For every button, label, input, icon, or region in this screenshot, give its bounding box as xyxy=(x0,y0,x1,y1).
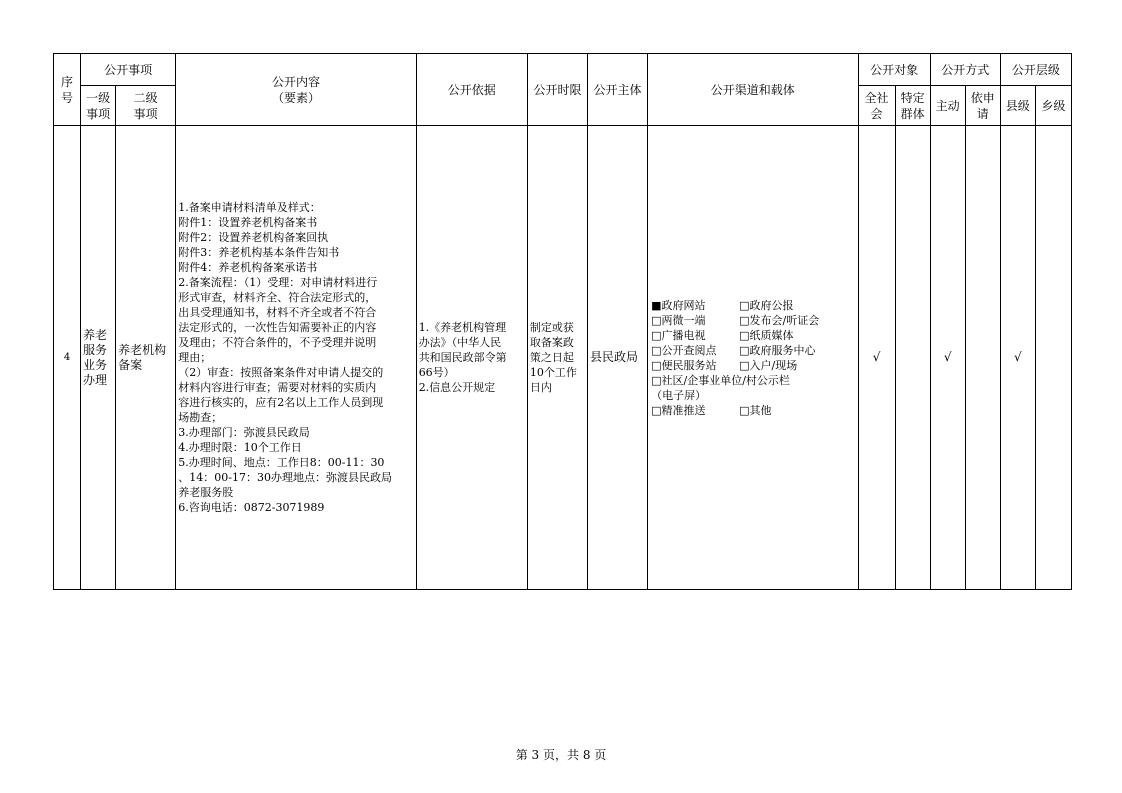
header-time-limit: 公开时限 xyxy=(527,54,587,126)
channel-item: □发布会/听证会 xyxy=(739,313,820,327)
content-line: 出具受理通知书，材料不齐全或者不符合 xyxy=(178,306,377,319)
channel-item: □纸质媒体 xyxy=(739,328,794,342)
content-line: 附件4：养老机构备案承诺书 xyxy=(178,261,318,274)
row-level-county: √ xyxy=(1000,126,1035,590)
channel-row xyxy=(651,373,857,388)
basis-line: 办法》（中华人民 xyxy=(418,336,502,349)
content-line: 6.咨询电话：0872-3071989 xyxy=(178,501,325,514)
content-line: 法定形式的，一次性告知需要补正的内容 xyxy=(178,321,377,334)
basis-line: 2.信息公开规定 xyxy=(418,381,496,394)
row-target-specific xyxy=(895,126,930,590)
channel-row xyxy=(651,328,857,343)
header-method-apply: 依申请 xyxy=(965,86,1000,126)
channel-item: □公开查阅点 xyxy=(651,343,717,357)
header-content xyxy=(176,54,416,126)
row-method-apply xyxy=(965,126,1000,590)
header-row-1 xyxy=(54,54,1072,86)
row-level1: 养老服务业务办理 xyxy=(81,126,116,590)
channel-row xyxy=(651,388,857,403)
row-content xyxy=(176,126,416,590)
channel-item: □两微一端 xyxy=(651,313,706,327)
row-method-active: √ xyxy=(930,126,965,590)
time-limit-line: 10个工作 xyxy=(529,366,577,379)
content-line: 、14：00-17：30办理地点：弥渡县民政局 xyxy=(178,471,392,484)
header-content-subtitle: （要素） xyxy=(271,90,320,105)
header-level2: 二级事项 xyxy=(116,86,176,126)
content-line: 附件2：设置养老机构备案回执 xyxy=(178,231,329,244)
row-subject: 县民政局 xyxy=(588,126,648,590)
header-method: 公开方式 xyxy=(930,54,1000,86)
content-line: 形式审查，材料齐全、符合法定形式的， xyxy=(178,291,377,304)
content-line: 2.备案流程：（1）受理：对申请材料进行 xyxy=(178,276,378,289)
header-seq: 序号 xyxy=(54,54,81,126)
header-level-county: 县级 xyxy=(1000,86,1035,126)
page-footer: 第 3 页，共 8 页 xyxy=(515,748,607,762)
channel-row xyxy=(651,343,857,358)
time-limit-line: 取备案政 xyxy=(529,336,574,349)
channel-row xyxy=(651,403,857,418)
header-level: 公开层级 xyxy=(1000,54,1071,86)
row-target-all: √ xyxy=(858,126,895,590)
row-level-township xyxy=(1035,126,1071,590)
channel-row xyxy=(651,313,857,328)
row-channel xyxy=(648,126,858,590)
channel-row xyxy=(651,298,857,313)
content-line: （2）审查：按照备案条件对申请人提交的 xyxy=(178,366,384,379)
content-line: 附件3：养老机构基本条件告知书 xyxy=(178,246,340,259)
row-seq: 4 xyxy=(54,126,81,590)
channel-item: □政府服务中心 xyxy=(739,343,816,357)
header-basis: 公开依据 xyxy=(416,54,527,126)
header-target: 公开对象 xyxy=(858,54,930,86)
header-subject: 公开主体 xyxy=(588,54,648,126)
channel-item: □社区/企事业单位/村公示栏 xyxy=(651,373,790,387)
time-limit-line: 日内 xyxy=(529,381,552,394)
basis-line: 66号） xyxy=(418,366,455,379)
row-level2: 养老机构备案 xyxy=(116,126,176,590)
content-line: 理由； xyxy=(178,351,212,364)
content-line: 3.办理部门：弥渡县民政局 xyxy=(178,426,310,439)
channel-item: （电子屏） xyxy=(651,388,707,402)
basis-line: 共和国民政部令第 xyxy=(418,351,507,364)
content-line: 5.办理时间、地点：工作日8：00-11：30 xyxy=(178,456,385,469)
header-channel: 公开渠道和载体 xyxy=(648,54,858,126)
channel-item: □广播电视 xyxy=(651,328,706,342)
channel-item: ■政府网站 xyxy=(651,298,706,312)
table-row xyxy=(54,126,1072,590)
row-basis xyxy=(416,126,527,590)
basis-line: 1.《养老机构管理 xyxy=(418,321,507,334)
channel-item: □便民服务站 xyxy=(651,358,717,372)
row-time-limit xyxy=(527,126,587,590)
content-line: 场勘查； xyxy=(178,411,223,424)
channel-item: □其他 xyxy=(739,403,772,417)
header-level-township: 乡级 xyxy=(1035,86,1071,126)
channel-item: □入户/现场 xyxy=(739,358,798,372)
header-content-title: 公开内容 xyxy=(271,74,320,89)
content-line: 及理由；不符合条件的，不予受理并说明 xyxy=(178,336,377,349)
header-method-active: 主动 xyxy=(930,86,965,126)
content-line: 材料内容进行审查；需要对材料的实质内 xyxy=(178,381,377,394)
disclosure-table xyxy=(53,53,1072,590)
header-matter: 公开事项 xyxy=(81,54,176,86)
channel-item: □精准推送 xyxy=(651,403,706,417)
content-line: 容进行核实的，应有2名以上工作人员到现 xyxy=(178,396,384,409)
content-line: 1.备案申请材料清单及样式： xyxy=(178,201,321,214)
header-level1: 一级事项 xyxy=(81,86,116,126)
content-line: 4.办理时限：10个工作日 xyxy=(178,441,302,454)
channel-item: □政府公报 xyxy=(739,298,794,312)
header-target-all: 全社会 xyxy=(858,86,895,126)
content-line: 附件1：设置养老机构备案书 xyxy=(178,216,318,229)
time-limit-line: 制定或获 xyxy=(529,321,574,334)
content-line: 养老服务股 xyxy=(178,486,234,499)
channel-row xyxy=(651,358,857,373)
header-target-specific: 特定群体 xyxy=(895,86,930,126)
time-limit-line: 策之日起 xyxy=(529,351,574,364)
